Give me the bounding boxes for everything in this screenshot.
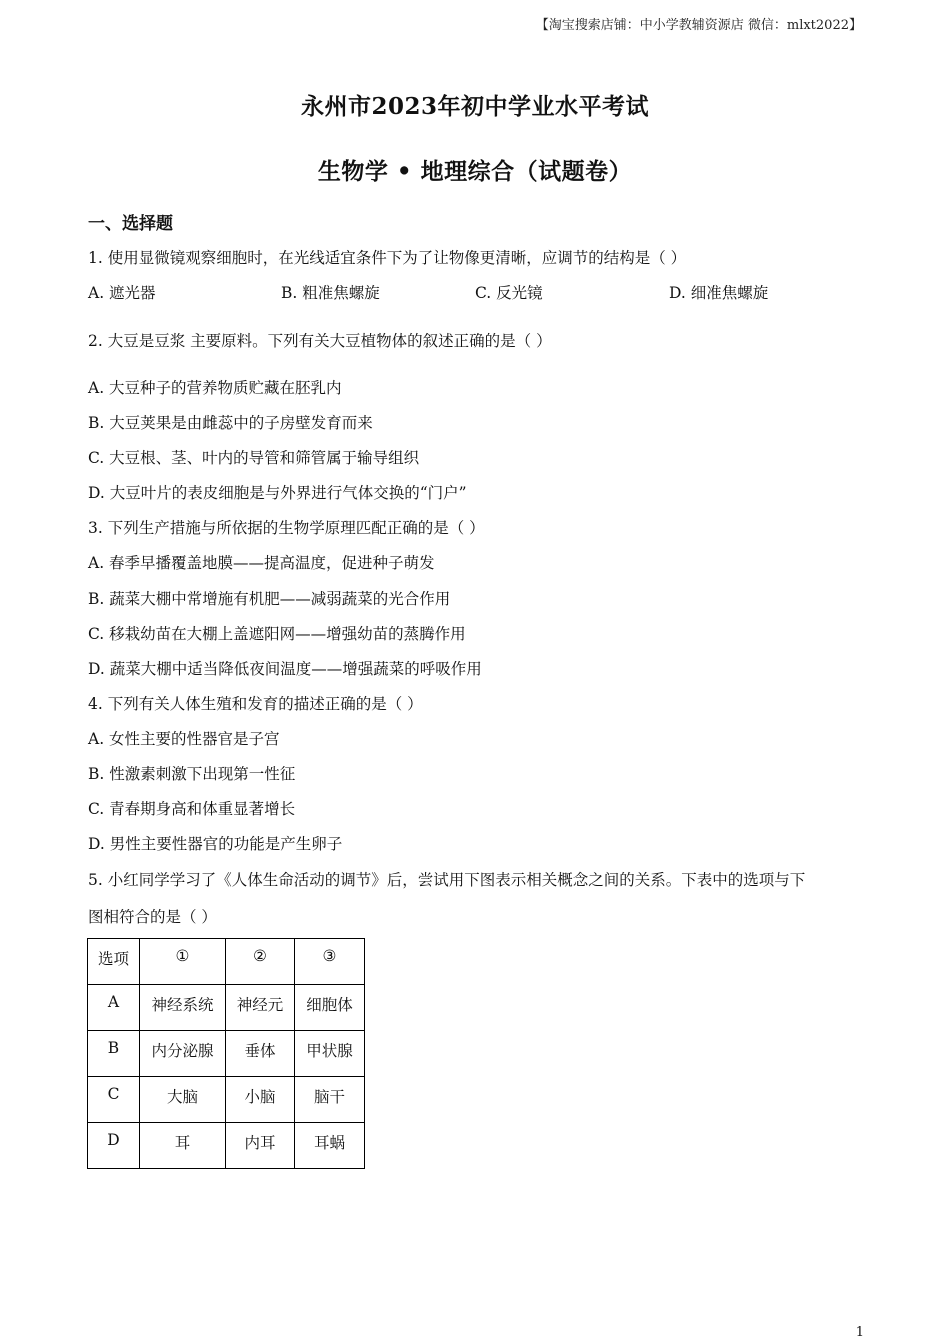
question-4-stem: 4. 下列有关人体生殖和发育的描述正确的是（ ）	[88, 695, 423, 713]
question-5-stem-line1: 5. 小红同学学习了《人体生命活动的调节》后，尝试用下图表示相关概念之间的关系。下表中的选项与下	[88, 871, 806, 889]
table-row	[88, 985, 365, 1031]
table-header-row	[88, 939, 365, 985]
table-row	[88, 1031, 365, 1077]
table-cell: D	[88, 1123, 140, 1169]
page-number: 1	[855, 1325, 864, 1340]
table-header-cell: 选项	[88, 939, 140, 985]
question-1-stem: 1. 使用显微镜观察细胞时，在光线适宜条件下为了让物像更清晰，应调节的结构是（ ）	[88, 249, 687, 267]
table-cell: 细胞体	[295, 985, 365, 1031]
table-cell: 垂体	[226, 1031, 295, 1077]
question-1-option-b: B. 粗准焦螺旋	[281, 284, 380, 302]
exam-title: 永州市2023年初中学业水平考试	[300, 93, 649, 120]
header-note: 【淘宝搜索店铺：中小学教辅资源店 微信：mlxt2022】	[535, 18, 862, 33]
table-cell: 脑干	[295, 1077, 365, 1123]
question-3-option-d: D. 蔬菜大棚中适当降低夜间温度——增强蔬菜的呼吸作用	[88, 660, 482, 678]
question-2-stem: 2. 大豆是豆浆 主要原料。下列有关大豆植物体的叙述正确的是（ ）	[88, 332, 552, 350]
table-cell: 内分泌腺	[140, 1031, 226, 1077]
table-cell: 耳蜗	[295, 1123, 365, 1169]
table-header-cell: ②	[226, 939, 295, 985]
table-cell: 神经系统	[140, 985, 226, 1031]
table-row	[88, 1077, 365, 1123]
exam-subtitle: 生物学 • 地理综合（试题卷）	[317, 158, 633, 185]
question-4-option-c: C. 青春期身高和体重显著增长	[88, 800, 296, 818]
table-cell: 内耳	[226, 1123, 295, 1169]
question-4-option-d: D. 男性主要性器官的功能是产生卵子	[88, 835, 343, 853]
question-1-option-d: D. 细准焦螺旋	[669, 284, 769, 302]
question-2-option-a: A. 大豆种子的营养物质贮藏在胚乳内	[88, 379, 342, 397]
table-header-cell: ①	[140, 939, 226, 985]
section-title: 一、选择题	[88, 214, 173, 234]
table-cell: 神经元	[226, 985, 295, 1031]
table-cell: C	[88, 1077, 140, 1123]
table-row	[88, 1123, 365, 1169]
table-cell: 大脑	[140, 1077, 226, 1123]
question-2-option-b: B. 大豆荚果是由雌蕊中的子房壁发育而来	[88, 414, 373, 432]
question-4-option-a: A. 女性主要的性器官是子宫	[88, 730, 280, 748]
question-4-option-b: B. 性激素刺激下出现第一性征	[88, 765, 296, 783]
question-3-option-b: B. 蔬菜大棚中常增施有机肥——减弱蔬菜的光合作用	[88, 590, 451, 608]
table-header-cell: ③	[295, 939, 365, 985]
question-3-option-c: C. 移栽幼苗在大棚上盖遮阳网——增强幼苗的蒸腾作用	[88, 625, 466, 643]
table-cell: 小脑	[226, 1077, 295, 1123]
question-5-stem-line2: 图相符合的是（ ）	[88, 908, 217, 926]
question-3-stem: 3. 下列生产措施与所依据的生物学原理匹配正确的是（ ）	[88, 519, 485, 537]
table-cell: 耳	[140, 1123, 226, 1169]
table-cell: A	[88, 985, 140, 1031]
table-cell: B	[88, 1031, 140, 1077]
question-5-table	[87, 938, 365, 1169]
question-1-option-a: A. 遮光器	[88, 284, 156, 302]
table-cell: 甲状腺	[295, 1031, 365, 1077]
question-2-option-d: D. 大豆叶片的表皮细胞是与外界进行气体交换的“门户”	[88, 484, 467, 502]
question-2-option-c: C. 大豆根、茎、叶内的导管和筛管属于输导组织	[88, 449, 420, 467]
question-1-option-c: C. 反光镜	[475, 284, 543, 302]
question-3-option-a: A. 春季早播覆盖地膜——提高温度，促进种子萌发	[88, 554, 435, 572]
